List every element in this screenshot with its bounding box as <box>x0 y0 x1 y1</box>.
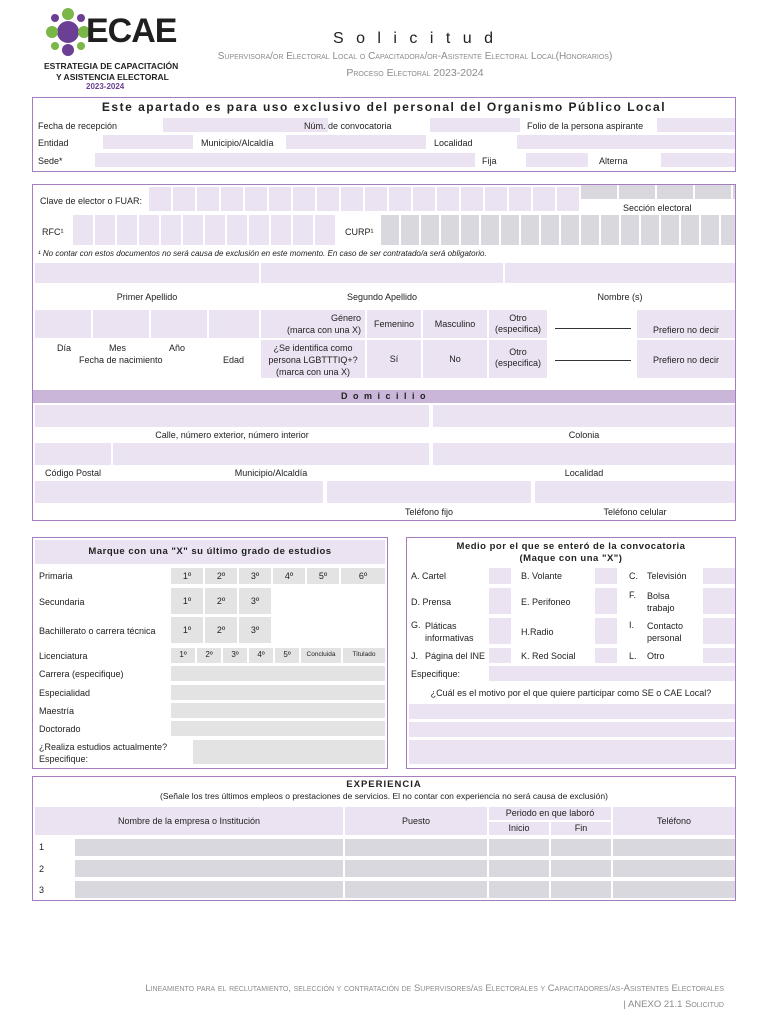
curp-boxes[interactable] <box>381 215 735 245</box>
label-concluida: Concluida <box>306 651 336 658</box>
bachillerato-g1[interactable] <box>171 617 203 643</box>
label-especialidad: Especialidad <box>39 688 91 698</box>
secundaria-g1[interactable] <box>171 588 203 614</box>
personal-section <box>32 184 736 521</box>
localidad-field[interactable] <box>517 135 735 149</box>
row1-telefono[interactable] <box>613 839 735 856</box>
medio-heading-sub: (Maque con una "X") <box>519 553 623 564</box>
label-prefiero-lgbt: Prefiero no decir <box>652 355 720 365</box>
lic-concluida[interactable] <box>301 648 341 663</box>
label-telefono: Teléfono <box>656 816 692 826</box>
medio-heading: Medio por el que se enteró de la convocatoria <box>456 541 686 552</box>
estudios-section <box>32 537 388 769</box>
secundaria-g3[interactable] <box>239 588 271 614</box>
option-l-letter: L. <box>629 651 637 661</box>
label-primaria: Primaria <box>39 571 73 581</box>
option-h-label: H.Radio <box>521 627 554 637</box>
label-prefiero-genero: Prefiero no decir <box>652 325 720 335</box>
option-c-label: Televisión <box>647 571 687 581</box>
label-alterna: Alterna <box>599 156 628 166</box>
domicilio-heading-bar <box>33 390 735 403</box>
label-nombres: Nombre (s) <box>597 292 643 302</box>
label-g4: 4º <box>284 571 294 581</box>
row2-puesto[interactable] <box>345 860 487 877</box>
label-fin: Fin <box>574 823 588 833</box>
label-tel-fijo: Teléfono fijo <box>404 507 454 517</box>
label-g2: 2º <box>216 596 226 606</box>
logo-text: ECAE <box>86 12 177 50</box>
no-option[interactable] <box>423 340 487 378</box>
folio-field[interactable] <box>657 118 735 132</box>
row-number-1: 1 <box>39 842 45 852</box>
row1-fin[interactable] <box>551 839 611 856</box>
label-g2: 2º <box>205 650 213 659</box>
row1-inicio[interactable] <box>489 839 549 856</box>
label-bachillerato: Bachillerato o carrera técnica <box>39 626 156 636</box>
option-j-label: Página del INE <box>425 651 486 661</box>
especialidad-field[interactable] <box>171 685 385 700</box>
medio-section <box>406 537 736 769</box>
anio-field[interactable] <box>151 310 207 338</box>
actual-field[interactable] <box>193 740 385 764</box>
label-dom-localidad: Localidad <box>564 468 604 478</box>
sede-field[interactable] <box>95 153 475 167</box>
label-g2: 2º <box>216 625 226 635</box>
label-no: No <box>449 354 461 364</box>
option-j-box[interactable] <box>489 648 511 663</box>
row1-empresa[interactable] <box>75 839 343 856</box>
segundo-apellido-field[interactable] <box>261 263 503 283</box>
primaria-g1[interactable] <box>171 568 203 584</box>
label-femenino: Femenino <box>373 319 415 329</box>
label-g3: 3º <box>231 650 239 659</box>
label-entidad: Entidad <box>38 138 69 148</box>
option-a-label: A. Cartel <box>411 571 447 581</box>
otro-genero-option[interactable] <box>489 310 547 338</box>
domicilio-heading: D o m i c i l i o <box>340 391 427 401</box>
lic-titulado[interactable] <box>343 648 385 663</box>
label-lgbt: ¿Se identifica como persona LGBTTTIQ+? (marca con una X) <box>268 343 358 377</box>
especifique-medio-field[interactable] <box>489 666 735 681</box>
option-e-label: E. Perifoneo <box>521 597 571 607</box>
tel-celular-field[interactable] <box>535 481 735 503</box>
label-g5: 5º <box>318 571 328 581</box>
label-primer-apellido: Primer Apellido <box>116 292 178 302</box>
label-titulado: Titulado <box>352 651 376 658</box>
motivo-field-1[interactable] <box>409 704 735 719</box>
opl-section <box>32 97 736 172</box>
dom-localidad-field[interactable] <box>433 443 735 465</box>
label-cp: Código Postal <box>45 468 102 478</box>
experiencia-sub: (Señale los tres últimos empleos o prestaciones de servicios. El no contar con experiencia no será causa de exclusión) <box>160 791 608 801</box>
rfc-boxes[interactable] <box>73 215 337 245</box>
label-puesto: Puesto <box>401 816 431 826</box>
experiencia-section <box>32 776 736 901</box>
row3-empresa[interactable] <box>75 881 343 898</box>
logo <box>40 6 180 94</box>
dom-municipio-field[interactable] <box>113 443 429 465</box>
secundaria-g2[interactable] <box>205 588 237 614</box>
label-sede: Sede* <box>38 156 63 166</box>
nombres-field[interactable] <box>505 263 735 283</box>
logo-years: 2023-2024 <box>86 82 125 91</box>
doctorado-field[interactable] <box>171 721 385 736</box>
label-si: Sí <box>389 354 399 364</box>
label-g4: 4º <box>257 650 265 659</box>
footer-line2: | ANEXO 21.1 Solicitud <box>623 999 724 1010</box>
option-g-label: Pláticas informativas <box>425 621 474 643</box>
lic-g3[interactable] <box>223 648 247 663</box>
opl-heading: Este apartado es para uso exclusivo del personal del Organismo Público Local <box>101 100 667 114</box>
page-title: S o l i c i t u d <box>332 30 498 47</box>
bachillerato-g2[interactable] <box>205 617 237 643</box>
row2-fin[interactable] <box>551 860 611 877</box>
primer-apellido-field[interactable] <box>35 263 259 283</box>
label-dia: Día <box>57 343 72 353</box>
label-segundo-apellido: Segundo Apellido <box>346 292 418 302</box>
label-masculino: Masculino <box>434 319 476 329</box>
primaria-g5[interactable] <box>307 568 339 584</box>
primaria-g2[interactable] <box>205 568 237 584</box>
option-j-letter: J. <box>411 651 419 661</box>
label-g1: 1º <box>179 650 187 659</box>
option-g-letter: G. <box>411 620 421 630</box>
label-g1: 1º <box>182 571 192 581</box>
prefiero-genero-option[interactable] <box>637 310 735 338</box>
label-municipio: Municipio/Alcaldía <box>201 138 274 148</box>
option-g-box[interactable] <box>489 618 511 644</box>
seccion-boxes[interactable] <box>581 185 735 199</box>
option-l-label: Otro <box>647 651 665 661</box>
label-licenciatura: Licenciatura <box>39 651 88 661</box>
label-tel-celular: Teléfono celular <box>603 507 667 517</box>
col-puesto <box>345 807 487 835</box>
label-genero: Género (marca con una X) <box>286 313 361 335</box>
prefiero-lgbt-option[interactable] <box>637 340 735 378</box>
otro-genero-line[interactable] <box>555 328 631 329</box>
logo-emblem-icon <box>44 6 92 58</box>
label-num-convocatoria: Núm. de convocatoria <box>304 121 392 131</box>
label-otro-genero: Otro (especifica) <box>494 313 541 334</box>
num-convocatoria-field[interactable] <box>430 118 520 132</box>
label-motivo: ¿Cuál es el motivo por el que quiere participar como SE o CAE Local? <box>430 688 712 698</box>
genero-label-cell <box>261 310 365 338</box>
label-actual2: Especifique: <box>39 754 89 764</box>
page-subtitle: Supervisora/or Electoral Local o Capacitadora/or-Asistente Electoral Local(Honorarios) <box>217 51 613 62</box>
label-g1: 1º <box>182 596 192 606</box>
cp-field[interactable] <box>35 443 111 465</box>
label-dom-municipio: Municipio/Alcaldía <box>234 468 308 478</box>
colonia-field[interactable] <box>433 405 735 427</box>
label-folio: Folio de la persona aspirante <box>527 121 644 131</box>
option-f-box[interactable] <box>703 588 735 614</box>
primaria-g6[interactable] <box>341 568 385 584</box>
label-localidad: Localidad <box>434 138 473 148</box>
option-l-box[interactable] <box>703 648 735 663</box>
col-telefono <box>613 807 735 835</box>
label-fecha-recepcion: Fecha de recepción <box>38 121 118 131</box>
lic-g5[interactable] <box>275 648 299 663</box>
tel-fijo-field[interactable] <box>327 481 531 503</box>
label-clave-elector: Clave de elector o FUAR: <box>40 196 143 206</box>
label-seccion: Sección electoral <box>623 203 692 213</box>
lic-g1[interactable] <box>171 648 195 663</box>
otro-lgbt-line[interactable] <box>555 360 631 361</box>
option-c-box[interactable] <box>703 568 735 584</box>
option-e-box[interactable] <box>595 588 617 614</box>
label-fija: Fija <box>482 156 497 166</box>
col-empresa <box>35 807 343 835</box>
row2-empresa[interactable] <box>75 860 343 877</box>
row2-inicio[interactable] <box>489 860 549 877</box>
edad-field[interactable] <box>209 310 259 338</box>
label-doctorado: Doctorado <box>39 724 81 734</box>
label-empresa: Nombre de la empresa o Institución <box>117 816 261 826</box>
fija-field[interactable] <box>526 153 588 167</box>
si-option[interactable] <box>367 340 421 378</box>
label-maestria: Maestría <box>39 706 75 716</box>
label-g2: 2º <box>216 571 226 581</box>
option-c-letter: C. <box>629 571 638 581</box>
option-f-letter: F. <box>629 590 637 600</box>
logo-sub2: Y ASISTENCIA ELECTORAL <box>56 72 169 82</box>
label-mes: Mes <box>109 343 127 353</box>
primaria-g4[interactable] <box>273 568 305 584</box>
clave-elector-boxes[interactable] <box>149 187 579 211</box>
maestria-field[interactable] <box>171 703 385 718</box>
label-curp: CURP¹ <box>345 227 374 237</box>
option-i-box[interactable] <box>703 618 735 644</box>
label-colonia: Colonia <box>568 430 600 440</box>
row3-telefono[interactable] <box>613 881 735 898</box>
dia-field[interactable] <box>35 310 91 338</box>
lic-g2[interactable] <box>197 648 221 663</box>
logo-sub1: ESTRATEGIA DE CAPACITACIÓN <box>44 61 179 71</box>
masculino-option[interactable] <box>423 310 487 338</box>
option-h-box[interactable] <box>595 618 617 644</box>
option-d-box[interactable] <box>489 588 511 614</box>
footnote: ¹ No contar con estos documentos no será causa de exclusión en este momento. En caso de ser contratado/a será obligatorio. <box>38 249 487 258</box>
option-d-label: D. Prensa <box>411 597 452 607</box>
option-k-label: K. Red Social <box>521 651 576 661</box>
carrera-field[interactable] <box>171 666 385 681</box>
row2-telefono[interactable] <box>613 860 735 877</box>
motivo-field-2[interactable] <box>409 722 735 737</box>
label-inicio: Inicio <box>508 823 530 833</box>
row3-inicio[interactable] <box>489 881 549 898</box>
col-periodo <box>489 807 611 820</box>
estudios-heading-bar <box>35 540 385 564</box>
footer-line1: Lineamiento para el reclutamiento, selección y contratación de Supervisores/as Electorales y Capacitadores/as-Asistentes Electorales <box>145 983 724 994</box>
label-calle: Calle, número exterior, número interior <box>155 430 309 440</box>
row3-puesto[interactable] <box>345 881 487 898</box>
label-actual1: ¿Realiza estudios actualmente? <box>39 742 168 752</box>
label-edad: Edad <box>223 355 245 365</box>
row3-fin[interactable] <box>551 881 611 898</box>
label-g5: 5º <box>283 650 291 659</box>
motivo-field-3[interactable] <box>409 740 735 764</box>
option-a-box[interactable] <box>489 568 511 584</box>
label-secundaria: Secundaria <box>39 597 85 607</box>
lgbt-label-cell <box>261 340 365 378</box>
experiencia-heading: EXPERIENCIA <box>346 779 422 790</box>
option-k-box[interactable] <box>595 648 617 663</box>
label-g3: 3º <box>250 571 260 581</box>
label-g3: 3º <box>250 625 260 635</box>
col-inicio <box>489 822 549 835</box>
option-b-box[interactable] <box>595 568 617 584</box>
otro-lgbt-option[interactable] <box>489 340 547 378</box>
label-especifique-medio: Especifique: <box>411 669 461 679</box>
label-anio: Año <box>169 343 186 353</box>
page-subtitle-process: Proceso Electoral 2023-2024 <box>346 67 484 79</box>
option-f-label: Bolsa trabajo <box>647 591 675 613</box>
label-g1: 1º <box>182 625 192 635</box>
option-i-label: Contacto personal <box>647 621 684 643</box>
label-otro-lgbt: Otro (especifica) <box>494 347 541 368</box>
label-g6: 6º <box>358 571 368 581</box>
label-g3: 3º <box>250 596 260 606</box>
calle-field[interactable] <box>35 405 429 427</box>
extra-field[interactable] <box>35 481 323 503</box>
estudios-heading: Marque con una "X" su último grado de estudios <box>88 546 332 557</box>
row-number-2: 2 <box>39 864 45 874</box>
label-carrera: Carrera (especifique) <box>39 669 124 679</box>
primaria-g3[interactable] <box>239 568 271 584</box>
lic-g4[interactable] <box>249 648 273 663</box>
option-i-letter: I. <box>629 620 635 630</box>
femenino-option[interactable] <box>367 310 421 338</box>
entidad-field[interactable] <box>103 135 193 149</box>
col-fin <box>551 822 611 835</box>
label-rfc: RFC¹ <box>42 227 64 237</box>
label-fecha-nac: Fecha de nacimiento <box>79 355 163 365</box>
label-periodo: Periodo en que laboró <box>505 808 595 818</box>
bachillerato-g3[interactable] <box>239 617 271 643</box>
alterna-field[interactable] <box>661 153 735 167</box>
municipio-field[interactable] <box>286 135 426 149</box>
mes-field[interactable] <box>93 310 149 338</box>
row1-puesto[interactable] <box>345 839 487 856</box>
option-b-label: B. Volante <box>521 571 563 581</box>
row-number-3: 3 <box>39 885 45 895</box>
